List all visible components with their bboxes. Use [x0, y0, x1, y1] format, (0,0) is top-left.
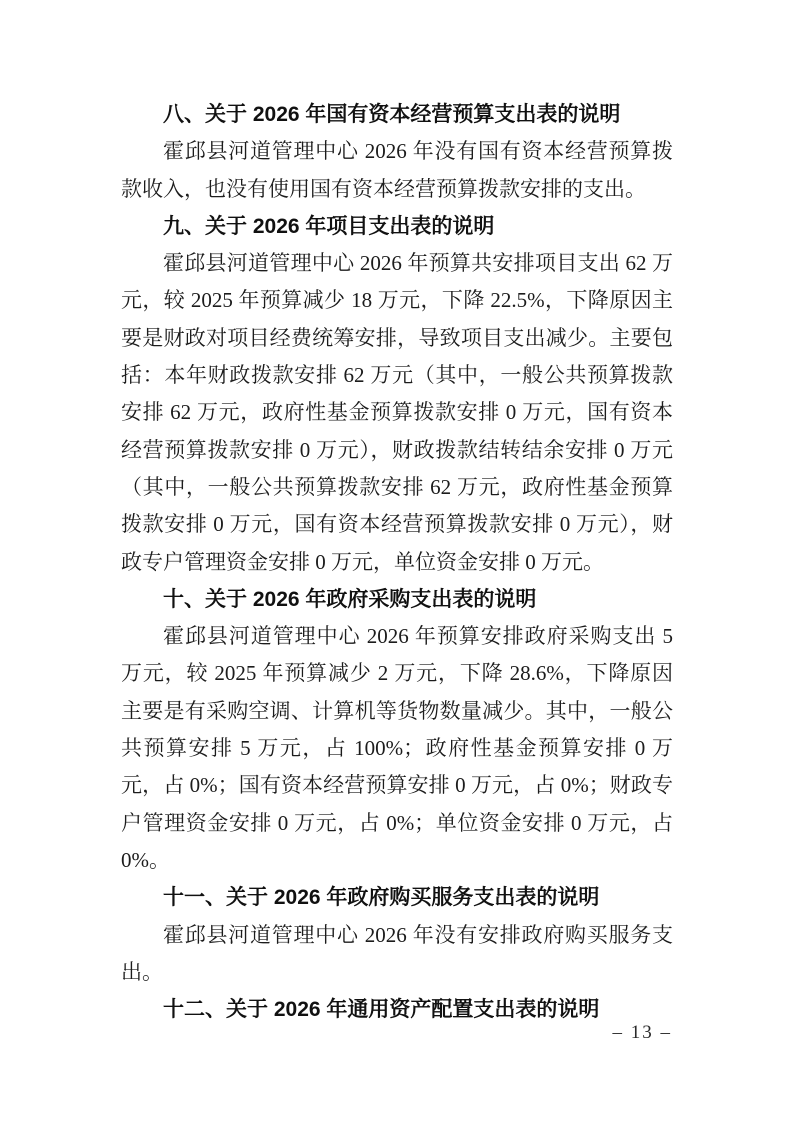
document-content [121, 96, 673, 1028]
section-11-paragraph: 霍邱县河道管理中心 2026 年没有安排政府购买服务支出。 [121, 922, 673, 984]
section-heading-11: 十一、关于 2026 年政府购买服务支出表的说明 [163, 886, 600, 910]
section-heading-9: 九、关于 2026 年项目支出表的说明 [163, 214, 495, 238]
section-heading-12: 十二、关于 2026 年通用资产配置支出表的说明 [163, 998, 600, 1022]
section-10-paragraph: 霍邱县河道管理中心 2026 年预算安排政府采购支出 5 万元，较 2025 年预算减少 2 万元，下降 28.6%，下降原因主要是有采购空调、计算机等货物数量减少。其中，一般公共预算安排 5 万元，占 100%；政府性基金预算安排 0 万元，占 0%；国有资本经营预算安排 0 万元，占 0%；财政专户管理资金安排 0 万元，占 0%；单位资金安排 0 万元，占 0%。 [121, 624, 673, 872]
section-heading-10: 十、关于 2026 年政府采购支出表的说明 [163, 587, 537, 611]
section-8-paragraph: 霍邱县河道管理中心 2026 年没有国有资本经营预算拨款收入，也没有使用国有资本经营预算拨款安排的支出。 [121, 139, 673, 201]
section-9-paragraph: 霍邱县河道管理中心 2026 年预算共安排项目支出 62 万元，较 2025 年预算减少 18 万元，下降 22.5%，下降原因主要是财政对项目经费统筹安排，导致项目支出减少。主要包括：本年财政拨款安排 62 万元（其中，一般公共预算拨款安排 62 万元，政府性基金预算拨款安排 0 万元，国有资本经营预算拨款安排 0 万元），财政拨款结转结余安排 0 万元（其中，一般公共预算拨款安排 62 万元，政府性基金预算拨款安排 0 万元，国有资本经营预算拨款安排 0 万元），财政专户管理资金安排 0 万元，单位资金安排 0 万元。 [121, 251, 673, 574]
section-heading-8: 八、关于 2026 年国有资本经营预算支出表的说明 [163, 103, 621, 126]
page-number: – 13 – [612, 1022, 672, 1043]
